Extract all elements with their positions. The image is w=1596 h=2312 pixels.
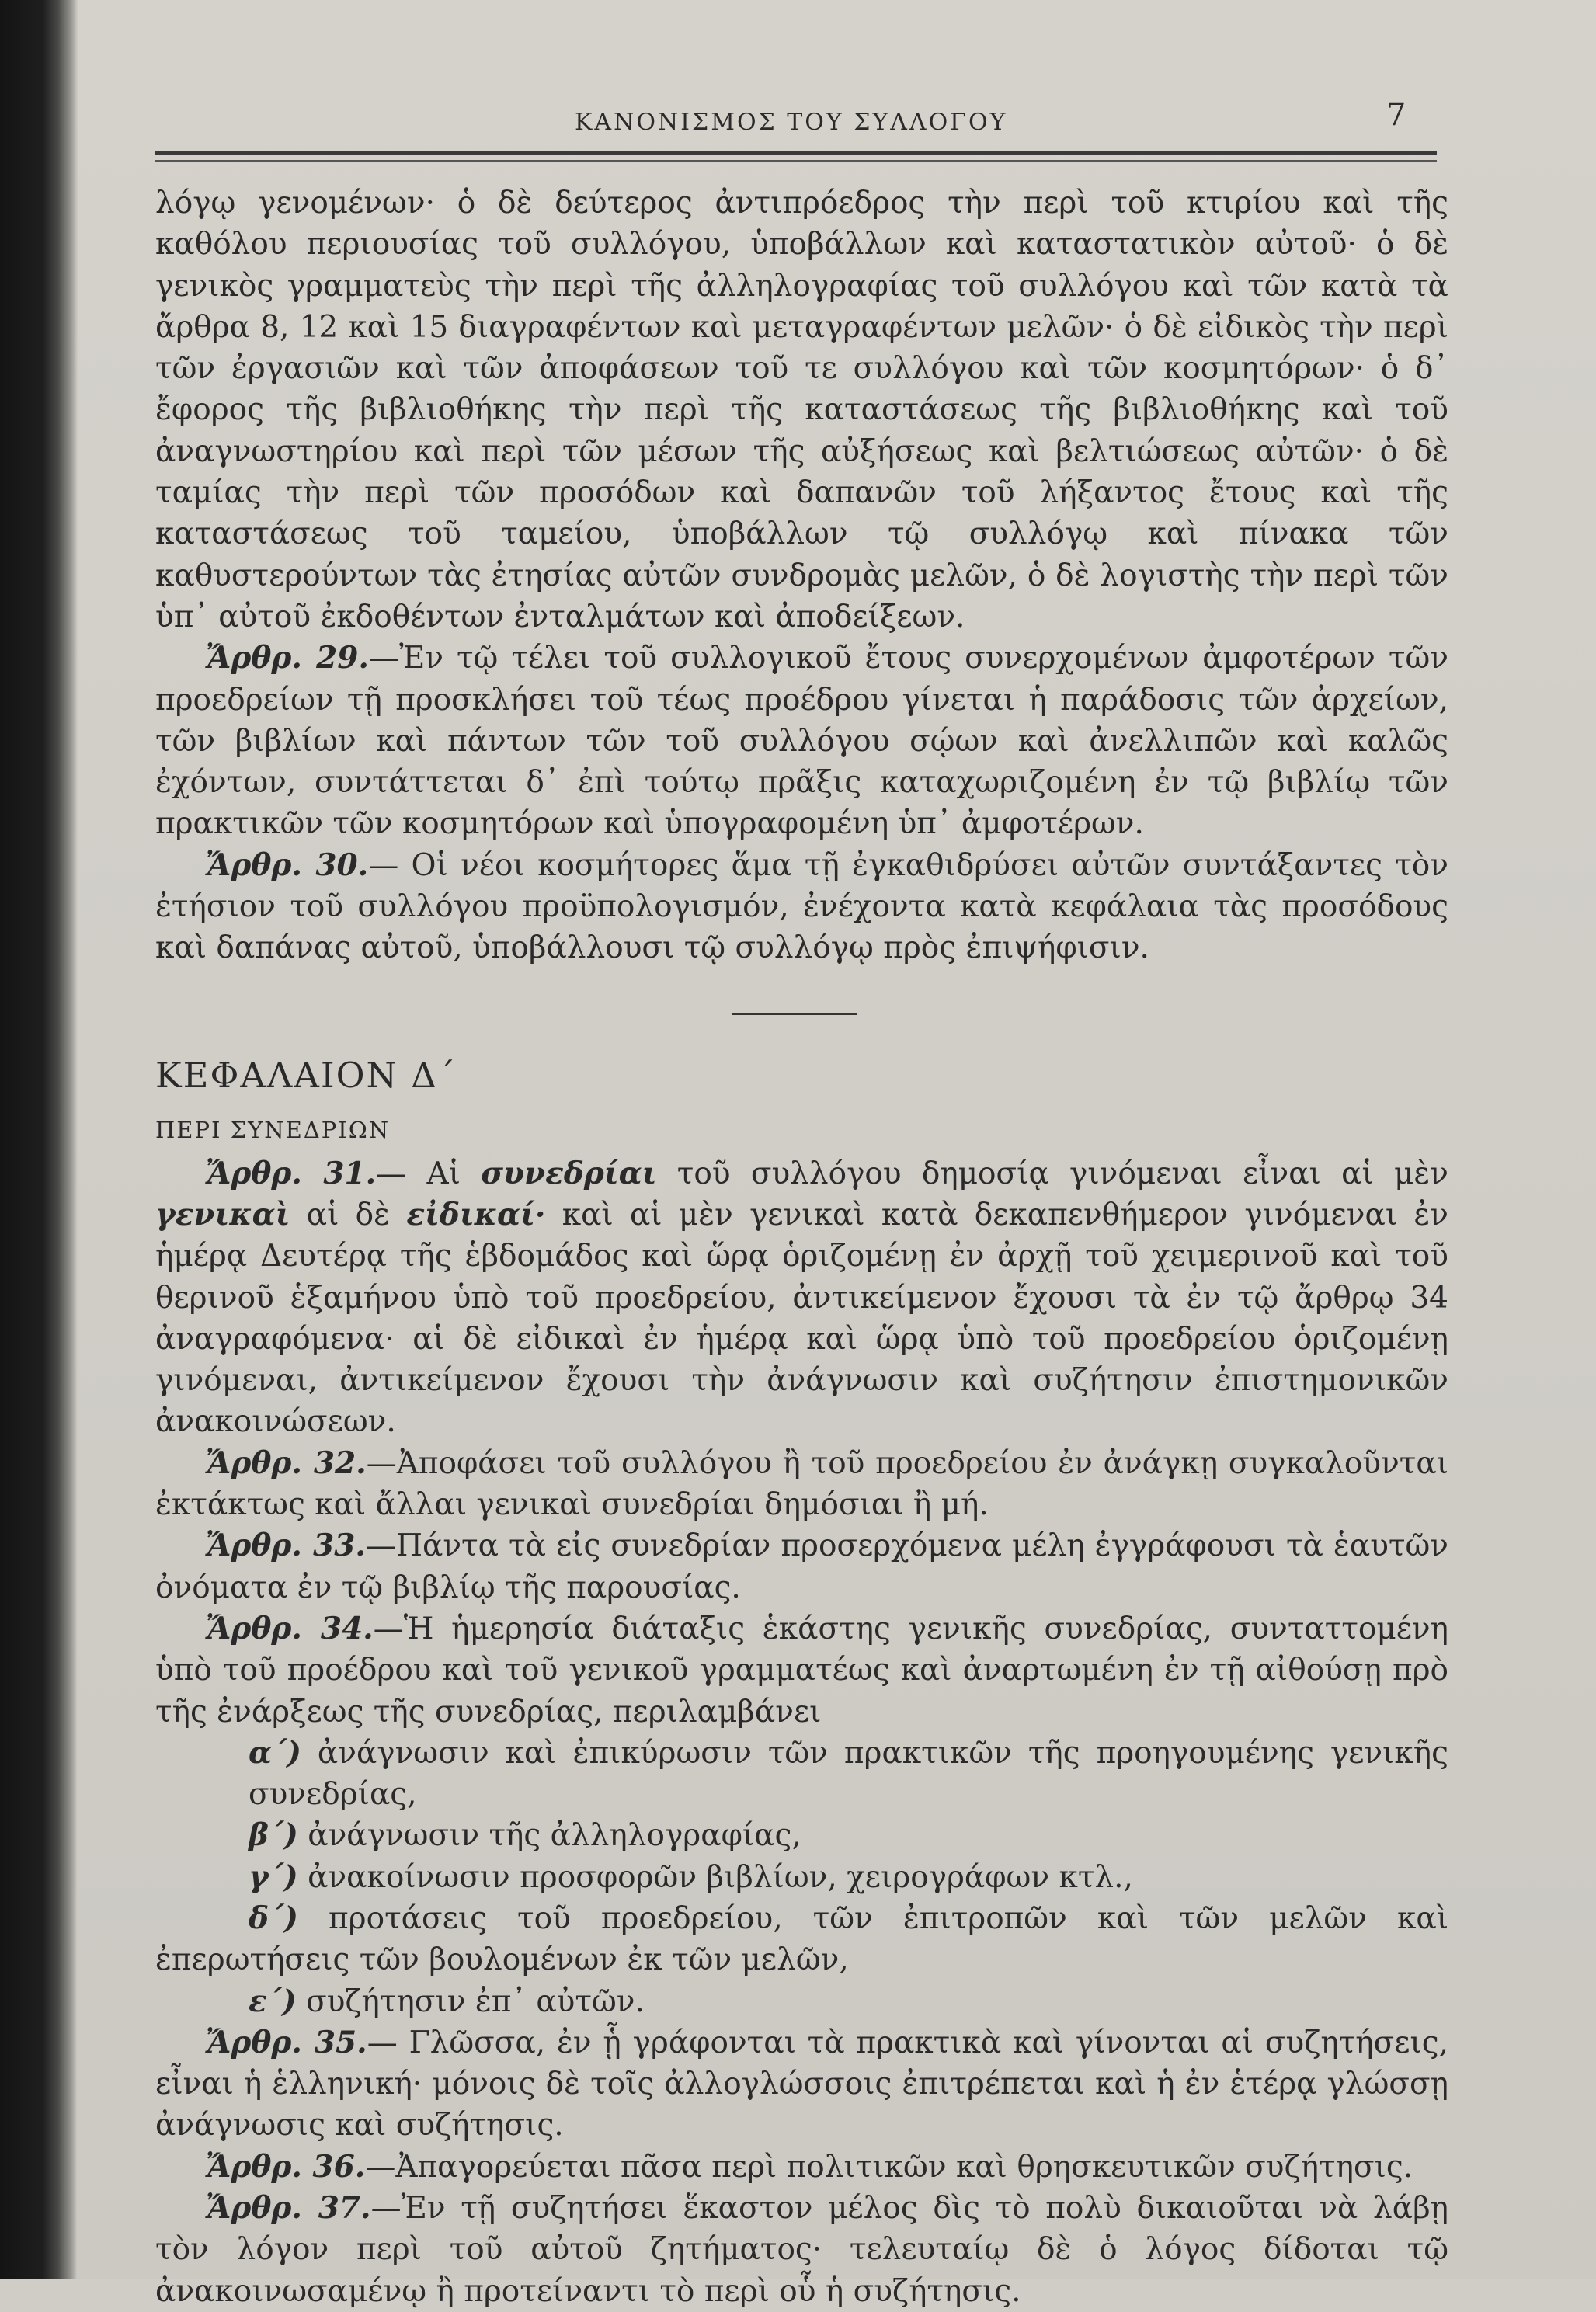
agenda-item-label: ε΄) [249,1983,297,2019]
article-ref: Ἄρθρ. 33. [206,1528,366,1564]
article-text: —Πάντα τὰ εἰς συνεδρίαν προσερχόμενα μέλη ἐγγράφουσι τὰ ἑαυτῶν ὀνόματα ἐν τῷ βιβλίῳ τῆς παρουσίας. [155,1528,1448,1605]
page-number: 7 [1386,97,1406,133]
article-ref: Ἄρθρ. 37. [206,2190,371,2227]
article-32 [155,1443,1448,1526]
article-30 [155,845,1448,969]
body-text [155,183,1448,2312]
article-text: τοῦ συλλόγου δημοσίᾳ γινόμεναι εἶναι αἱ μὲν [656,1156,1449,1191]
chapter-title: ΚΕΦΑΛΑΙΟΝ Δ΄ [155,1054,457,1096]
article-34 [155,1608,1448,1733]
header-rule-thick [155,151,1437,155]
agenda-item [155,1857,1448,1898]
article-ref: Ἄρθρ. 30. [206,847,369,883]
article-31 [155,1153,1448,1443]
agenda-item-text: συζήτησιν ἐπ᾽ αὐτῶν. [296,1983,645,2019]
article-ref: Ἄρθρ. 29. [206,640,369,676]
chapter-subtitle: ΠΕΡΙ ΣΥΝΕΔΡΙΩΝ [155,1116,391,1143]
emphasis-term: γενικαὶ [155,1196,290,1232]
article-text: —Ἡ ἡμερησία διάταξις ἑκάστης γενικῆς συνεδρίας, συνταττομένη ὑπὸ τοῦ προέδρου καὶ τοῦ γενικοῦ γραμματέως καὶ ἀναρτωμένη ἐν τῇ αἰθούσῃ πρὸ τῆς ἐνάρξεως τῆς συνεδρίας, περιλαμβάνει [155,1611,1448,1730]
article-37 [155,2188,1448,2312]
article-35 [155,2022,1448,2147]
emphasis-term: εἰδικαί· [406,1196,546,1232]
agenda-item [155,1981,1448,2022]
article-ref: Ἄρθρ. 35. [206,2024,367,2060]
article-ref: Ἄρθρ. 31. [206,1155,377,1191]
article-33 [155,1525,1448,1608]
agenda-item-label: δ΄) [249,1900,298,1936]
emphasis-term: συνεδρίαι [481,1155,657,1191]
article-text: — Αἱ [376,1156,482,1191]
article-36 [155,2147,1448,2188]
agenda-item [155,1815,1448,1856]
agenda-item-label: β΄) [249,1817,298,1854]
article-text: — Γλῶσσα, ἐν ᾗ γράφονται τὰ πρακτικὰ καὶ γίνονται αἱ συζητήσεις, εἶναι ἡ ἑλληνική· μόνοις δὲ τοῖς ἀλλογλώσσοις ἐπιτρέπεται καὶ ἡ ἐν ἑτέρᾳ γλώσσῃ ἀνάγνωσις καὶ συζήτησις. [155,2025,1448,2143]
agenda-item-text: ἀνάγνωσιν καὶ ἐπικύρωσιν τῶν πρακτικῶν τῆς προηγουμένης γενικῆς συνεδρίας, [249,1735,1448,1813]
article-text: —Ἀπαγορεύεται πᾶσα περὶ πολιτικῶν καὶ θρησκευτικῶν συζήτησις. [365,2149,1413,2185]
header-rule-thin [155,160,1437,162]
agenda-item [155,1733,1448,1816]
article-text: — Οἱ νέοι κοσμήτορες ἅμα τῇ ἐγκαθιδρύσει αὐτῶν συντάξαντες τὸν ἐτήσιον τοῦ συλλόγου προϋπολογισμόν, ἐνέχοντα κατὰ κεφάλαια τὰς προσόδους καὶ δαπάνας αὐτοῦ, ὑποβάλλουσι τῷ συλλόγῳ πρὸς ἐπιψήφισιν. [155,847,1448,966]
continuation-paragraph: λόγῳ γενομένων· ὁ δὲ δεύτερος ἀντιπρόεδρος τὴν περὶ τοῦ κτιρίου καὶ τῆς καθόλου περιουσίας τοῦ συλλόγου, ὑποβάλλων καὶ καταστατικὸν αὐτοῦ· ὁ δὲ γενικὸς γραμματεὺς τὴν περὶ τῆς ἀλληλογραφίας τοῦ συλλόγου καὶ τῶν κατὰ τὰ ἄρθρα 8, 12 καὶ 15 διαγραφέντων καὶ μεταγραφέντων μελῶν· ὁ δὲ εἰδικὸς τὴν περὶ τῶν ἐργασιῶν καὶ τῶν ἀποφάσεων τοῦ τε συλλόγου καὶ τῶν κοσμητόρων· ὁ δ᾽ ἔφορος τῆς βιβλιοθήκης τὴν περὶ τῆς καταστάσεως τῆς βιβλιοθήκης καὶ τοῦ ἀναγνωστηρίου καὶ περὶ τῶν μέσων τῆς αὐξήσεως καὶ βελτιώσεως αὐτῶν· ὁ δὲ ταμίας τὴν περὶ τῶν προσόδων καὶ δαπανῶν τοῦ λήξαντος ἔτους καὶ τῆς καταστάσεως τοῦ ταμείου, ὑποβάλλων τῷ συλλόγῳ καὶ πίνακα τῶν καθυστερούντων τὰς ἐτησίας αὐτῶν συνδρομὰς μελῶν, ὁ δὲ λογιστὴς τὴν περὶ τῶν ὑπ᾽ αὐτοῦ ἐκδοθέντων ἐνταλμάτων καὶ ἀποδείξεων. [155,186,1448,634]
agenda-item-label: α΄) [249,1734,301,1771]
article-text: καὶ αἱ μὲν γενικαὶ κατὰ δεκαπενθήμερον γινόμεναι ἐν ἡμέρᾳ Δευτέρᾳ τῆς ἑβδομάδος καὶ ὥρᾳ ὁριζομένῃ ἐν ἀρχῇ τοῦ χειμερινοῦ καὶ τοῦ θερινοῦ ἑξαμήνου ὑπὸ τοῦ προεδρείου, ἀντικείμενον ἔχουσι τὰ ἐν τῷ ἄρθρῳ 34 ἀναγραφόμενα· αἱ δὲ εἰδικαὶ ἐν ἡμέρᾳ καὶ ὥρᾳ ὑπὸ τοῦ προεδρείου ὁριζομένῃ γινόμεναι, ἀντικείμενον ἔχουσι τὴν ἀνάγνωσιν καὶ συζήτησιν ἐπιστημονικῶν ἀνακοινώσεων. [155,1197,1448,1440]
article-ref: Ἄρθρ. 34. [206,1610,374,1646]
agenda-item-text: ἀνακοίνωσιν προσφορῶν βιβλίων, χειρογράφων κτλ., [297,1859,1133,1895]
article-ref: Ἄρθρ. 36. [206,2148,366,2185]
article-text: —Ἐν τῇ συζητήσει ἕκαστον μέλος δὶς τὸ πολὺ δικαιοῦται νὰ λάβῃ τὸν λόγον περὶ τοῦ αὐτοῦ ζητήματος· τελευταίῳ δὲ ὁ λόγος δίδοται τῷ ἀνακοινωσαμένῳ ἢ προτείναντι τὸ περὶ οὗ ἡ συζήτησις. [155,2191,1448,2309]
book-spine-shadow [0,0,78,2279]
article-ref: Ἄρθρ. 32. [206,1445,367,1481]
agenda-item-text: προτάσεις τοῦ προεδρείου, τῶν ἐπιτροπῶν καὶ τῶν μελῶν καὶ ἐπερωτήσεις τῶν βουλομένων ἐκ τῶν μελῶν, [155,1900,1448,1978]
agenda-item-label: γ΄) [249,1858,298,1895]
agenda-item-text: ἀνάγνωσιν τῆς ἀλληλογραφίας, [297,1818,801,1854]
article-text: —Ἐν τῷ τέλει τοῦ συλλογικοῦ ἔτους συνερχομένων ἀμφοτέρων τῶν προεδρείων τῇ προσκλήσει τοῦ τέως προέδρου γίνεται ἡ παράδοσις τῶν ἀρχείων, τῶν βιβλίων καὶ πάντων τῶν τοῦ συλλόγου σῴων καὶ ἀνελλιπῶν καὶ καλῶς ἐχόντων, συντάττεται δ᾽ ἐπὶ τούτῳ πρᾶξις καταχωριζομένη ἐν τῷ βιβλίῳ τῶν πρακτικῶν τῶν κοσμητόρων καὶ ὑπογραφομένη ὑπ᾽ ἀμφοτέρων. [155,641,1448,842]
agenda-item [155,1898,1448,1981]
article-text: αἱ δὲ [290,1197,407,1232]
article-29 [155,638,1448,844]
section-separator [732,1013,857,1015]
running-title: ΚΑΝΟΝΙΣΜΟΣ ΤΟΥ ΣΥΛΛΟΓΟΥ [575,109,1008,136]
article-text: —Ἀποφάσει τοῦ συλλόγου ἢ τοῦ προεδρείου ἐν ἀνάγκῃ συγκαλοῦνται ἐκτάκτως καὶ ἄλλαι γενικαὶ συνεδρίαι δημόσιαι ἢ μή. [155,1445,1448,1523]
